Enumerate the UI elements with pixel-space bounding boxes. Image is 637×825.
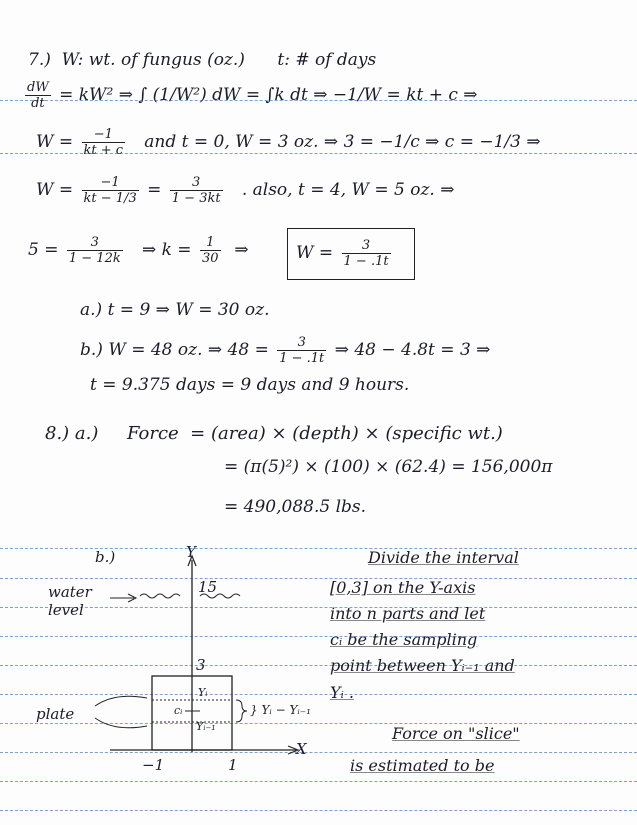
problem-7-header: 7.) W: wt. of fungus (oz.) t: # of days [28, 50, 377, 70]
yi-1-label: Yᵢ₋₁ [196, 720, 216, 733]
explain-8: is estimated to be [350, 756, 495, 775]
plate-diagram [0, 530, 340, 790]
plate-top-label: 3 [196, 656, 206, 674]
yi-label: Yᵢ [198, 686, 208, 699]
explain-2: [0,3] on the Y-axis [330, 578, 476, 597]
ci-label: cᵢ [174, 704, 183, 717]
explain-3: into n parts and let [330, 604, 486, 623]
depth-label: 15 [198, 578, 218, 596]
explain-5: point between Yᵢ₋₁ and [330, 656, 515, 675]
eq-line-1: $\frac{dW}{dt}$ = kW² ⇒ ∫ (1/W²) dW = ∫k dt ⇒ −1/W = kt + c ⇒ [27, 80, 478, 111]
eq-line-2: W = $\frac{-1}{kt + c}$ and t = 0, W = 3 oz. ⇒ 3 = −1/c ⇒ c = −1/3 ⇒ [36, 127, 541, 158]
x-tick-neg1: −1 [142, 756, 165, 774]
ruled-line [0, 810, 637, 811]
part-b: b.) W = 48 oz. ⇒ 48 = $\frac{3}{1 - .1t}$ ⇒ 48 − 4.8t = 3 ⇒ [80, 335, 491, 366]
eq-line-3: W = $\frac{-1}{kt - 1/3}$ = $\frac{3}{1 - 3kt}$ . also, t = 4, W = 5 oz. ⇒ [36, 175, 455, 206]
explain-7: Force on "slice" [392, 724, 520, 743]
explain-1: Divide the interval [368, 548, 519, 567]
explain-4: cᵢ be the sampling [330, 630, 478, 649]
explain-6: Yᵢ . [330, 683, 354, 702]
boxed-answer-text: W = $\frac{3}{1 - .1t}$ [296, 238, 389, 269]
part-b-result: t = 9.375 days = 9 days and 9 hours. [90, 375, 410, 395]
plate-label: plate [36, 705, 75, 723]
slice-width-label: } Yᵢ − Yᵢ₋₁ [250, 703, 311, 717]
part-a: a.) t = 9 ⇒ W = 30 oz. [80, 300, 270, 320]
eq-line-4: 5 = $\frac{3}{1 - 12k}$ ⇒ k = $\frac{1}{30}$ ⇒ [28, 235, 249, 266]
problem-8-a-line2: = (π(5)²) × (100) × (62.4) = 156,000π [224, 457, 553, 477]
problem-8-a-line1: 8.) a.) Force = (area) × (depth) × (specific wt.) [45, 423, 503, 444]
problem-8-a-line3: = 490,088.5 lbs. [224, 497, 367, 517]
y-axis-label: Y [186, 543, 196, 561]
part-b-label: b.) [95, 548, 116, 566]
x-tick-1: 1 [228, 756, 238, 774]
water-level-label: water level [48, 583, 92, 619]
x-axis-label: X [296, 740, 307, 758]
